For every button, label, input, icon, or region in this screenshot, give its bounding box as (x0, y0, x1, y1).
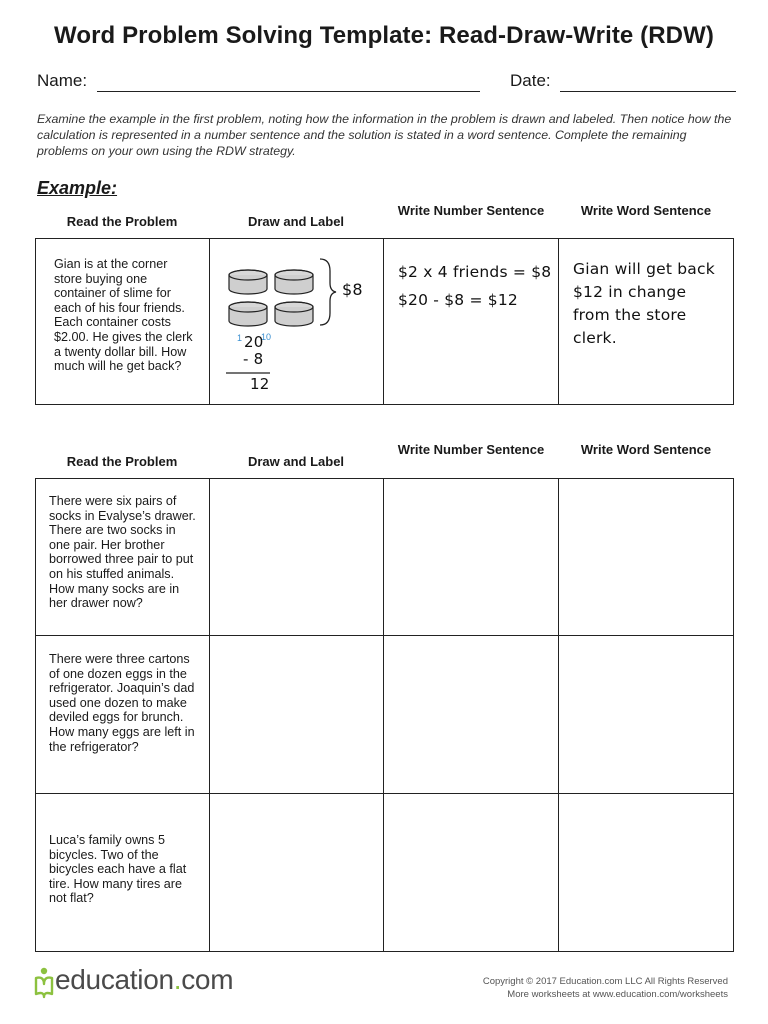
col-head-word-2: Write Word Sentence (580, 442, 712, 457)
container-icon (275, 302, 313, 326)
copyright-line-2: More worksheets at www.education.com/worksheets (507, 989, 728, 1000)
col-head-number: Write Number Sentence (397, 203, 545, 218)
logo-main: education (55, 964, 174, 995)
problem-cell (36, 479, 210, 636)
table-row (36, 636, 734, 794)
col-head-number-2: Write Number Sentence (397, 442, 545, 457)
col-head-draw-2: Draw and Label (247, 454, 345, 469)
word-sentence-answer-cell[interactable] (559, 794, 734, 952)
table-row (36, 479, 734, 636)
number-sentence-2: $20 - $8 = $12 (398, 291, 518, 309)
example-table (35, 238, 734, 405)
container-icon (229, 270, 267, 294)
col-head-read: Read the Problem (66, 214, 178, 229)
draw-answer-cell[interactable] (210, 794, 384, 952)
borrow-mark-ones: 10 (261, 332, 272, 342)
col-head-read-2: Read the Problem (66, 454, 178, 469)
date-label: Date: (510, 71, 551, 90)
example-problem-text: Gian is at the corner store buying one container of slime for each of his four friends. Each container costs $2.00. He gives the clerk a twenty dollar bill. How much will he get back? (54, 257, 193, 374)
problem-cell (36, 636, 210, 794)
page-title: Word Problem Solving Template: Read-Draw-Write (RDW) (54, 22, 714, 49)
date-line[interactable] (560, 91, 736, 92)
education-logo (33, 962, 273, 1002)
subtrahend: - 8 (243, 350, 264, 368)
table-row (36, 794, 734, 952)
problem-1-text: There were six pairs of socks in Evalyse’s drawer. There are two socks in one pair. Her brother borrowed three pair to put on his stuffed animals. How many socks are in her drawer now? (49, 494, 196, 611)
curly-brace-icon (320, 259, 336, 325)
word-sentence: Gian will get back $12 in change from the store clerk. (573, 260, 715, 347)
number-sentence-answer-cell[interactable] (384, 479, 559, 636)
example-drawing-cell (210, 239, 384, 405)
slime-containers-drawing (210, 239, 384, 405)
problem-2-text: There were three cartons of one dozen eggs in the refrigerator. Joaquin’s dad used one dozen to make deviled eggs for brunch. How many eggs are left in the refrigerator? (49, 652, 195, 754)
number-sentence-answer-cell[interactable] (384, 636, 559, 794)
reading-child-icon (33, 962, 55, 1002)
name-line[interactable] (97, 91, 480, 92)
logo-tld: com (181, 964, 234, 995)
logo-dot: . (173, 964, 182, 995)
word-sentence-answer-cell[interactable] (559, 636, 734, 794)
number-sentence-answer-cell[interactable] (384, 794, 559, 952)
name-label: Name: (37, 71, 88, 90)
draw-answer-cell[interactable] (210, 636, 384, 794)
copyright-line-1: Copyright © 2017 Education.com LLC All Rights Reserved (482, 976, 728, 987)
number-sentence-list (384, 239, 558, 314)
container-icon (275, 270, 313, 294)
problem-cell (36, 794, 210, 952)
col-head-word: Write Word Sentence (580, 203, 712, 218)
example-word-sentence-cell (559, 239, 734, 405)
number-sentence-1: $2 x 4 friends = $8 (398, 263, 552, 281)
difference: 12 (250, 375, 270, 393)
copyright (483, 975, 728, 1001)
example-number-sentence-cell (384, 239, 559, 405)
example-problem-cell (36, 239, 210, 405)
draw-answer-cell[interactable] (210, 479, 384, 636)
practice-table (35, 478, 734, 952)
total-cost-label: $8 (342, 280, 363, 299)
minuend: 20 (244, 333, 264, 351)
borrow-mark-tens: 1 (237, 333, 243, 343)
container-icon (229, 302, 267, 326)
word-sentence-answer-cell[interactable] (559, 479, 734, 636)
example-label: Example: (37, 178, 118, 198)
col-head-draw: Draw and Label (247, 214, 345, 229)
instructions: Examine the example in the first problem, noting how the information in the problem is drawn and labeled. Then notice how the calculation is represented in a number sentence and the solution is stated in a word sentence. Complete the remaining problems on your own using the RDW strategy. (37, 112, 732, 158)
problem-3-text: Luca’s family owns 5 bicycles. Two of the bicycles each have a flat tire. How many tires are not flat? (49, 833, 187, 906)
logo-wordmark (55, 964, 233, 996)
